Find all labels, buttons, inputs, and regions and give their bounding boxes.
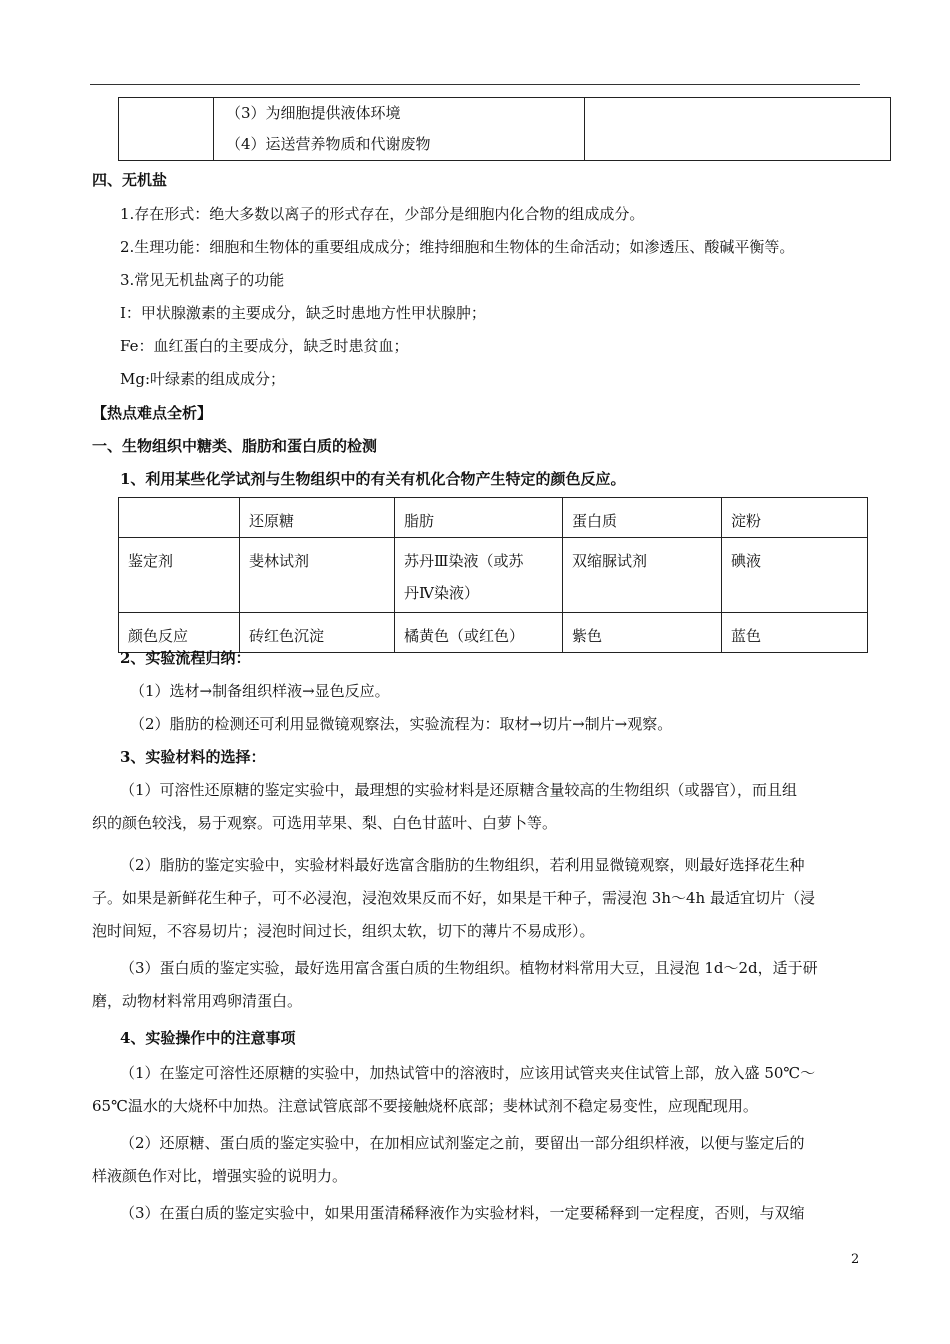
paragraph: 织的颜色较浅，易于观察。可选用苹果、梨、白色甘蓝叶、白萝卜等。 <box>92 814 558 832</box>
table-cell: 橘黄色（或红色） <box>395 613 563 653</box>
paragraph: （1）选材→制备组织样液→显色反应。 <box>130 682 390 700</box>
table-row <box>119 498 868 538</box>
page-number: 2 <box>851 1252 860 1267</box>
table-cell: 斐林试剂 <box>240 538 395 613</box>
subheading: 3、实验材料的选择： <box>120 748 266 766</box>
top-table-empty-cell <box>119 98 214 161</box>
table-line: （3）为细胞提供液体环境 <box>226 104 401 122</box>
table-header-cell <box>119 498 240 538</box>
subheading: 1、利用某些化学试剂与生物组织中的有关有机化合物产生特定的颜色反应。 <box>120 470 626 488</box>
cell-line: 丹Ⅳ染液） <box>404 584 479 602</box>
paragraph: （3）在蛋白质的鉴定实验中，如果用蛋清稀释液作为实验材料，一定要稀释到一定程度，否则，与双缩 <box>120 1204 805 1222</box>
section-heading: 一、生物组织中糖类、脂肪和蛋白质的检测 <box>92 437 378 455</box>
paragraph: （1）在鉴定可溶性还原糖的实验中，加热试管中的溶液时，应该用试管夹夹住试管上部，放入盛 50℃～ <box>120 1064 816 1082</box>
paragraph: 样液颜色作对比，增强实验的说明力。 <box>92 1167 348 1185</box>
top-table-empty-cell <box>585 98 891 161</box>
table-cell <box>395 538 563 613</box>
top-table-content-cell <box>214 98 585 161</box>
section-heading: 【热点难点全析】 <box>92 404 213 422</box>
subheading: 4、实验操作中的注意事项 <box>120 1029 296 1047</box>
table-line: （4）运送营养物质和代谢废物 <box>226 135 431 153</box>
paragraph: （2）还原糖、蛋白质的鉴定实验中，在加相应试剂鉴定之前，要留出一部分组织样液，以便与鉴定后的 <box>120 1134 805 1152</box>
cell-line: 苏丹Ⅲ染液（或苏 <box>404 552 524 570</box>
subheading: 2、实验流程归纳： <box>120 649 251 667</box>
paragraph: 2.生理功能：细胞和生物体的重要组成成分；维持细胞和生物体的生命活动；如渗透压、酸碱平衡等。 <box>120 238 795 256</box>
reagent-table <box>118 497 868 653</box>
paragraph: （2）脂肪的鉴定实验中，实验材料最好选富含脂肪的生物组织，若利用显微镜观察，则最好选择花生种 <box>120 856 805 874</box>
paragraph: 3.常见无机盐离子的功能 <box>120 271 285 289</box>
table-row <box>119 538 868 613</box>
table-row <box>119 613 868 653</box>
table-cell: 砖红色沉淀 <box>240 613 395 653</box>
table-cell: 紫色 <box>563 613 722 653</box>
paragraph: Fe：血红蛋白的主要成分，缺乏时患贫血； <box>120 337 409 355</box>
header-rule <box>90 84 860 85</box>
paragraph: Mg:叶绿素的组成成分； <box>120 370 286 388</box>
paragraph: 65℃温水的大烧杯中加热。注意试管底部不要接触烧杯底部；斐林试剂不稳定易变性，应现配现用。 <box>92 1097 758 1115</box>
table-cell: 鉴定剂 <box>119 538 240 613</box>
paragraph: 磨，动物材料常用鸡卵清蛋白。 <box>92 992 303 1010</box>
table-header-cell: 淀粉 <box>722 498 868 538</box>
paragraph: 子。如果是新鲜花生种子，可不必浸泡，浸泡效果反而不好，如果是干种子，需浸泡 3h～4h 最适宜切片（浸 <box>92 889 815 907</box>
table-header-cell: 还原糖 <box>240 498 395 538</box>
table-header-cell: 蛋白质 <box>563 498 722 538</box>
paragraph: 泡时间短，不容易切片；浸泡时间过长，组织太软，切下的薄片不易成形）。 <box>92 922 595 940</box>
paragraph: I：甲状腺激素的主要成分，缺乏时患地方性甲状腺肿； <box>120 304 486 322</box>
section-heading: 四、无机盐 <box>92 171 168 189</box>
table-cell: 蓝色 <box>722 613 868 653</box>
paragraph: （1）可溶性还原糖的鉴定实验中，最理想的实验材料是还原糖含量较高的生物组织（或器官），而且组 <box>120 781 798 799</box>
paragraph: （3）蛋白质的鉴定实验，最好选用富含蛋白质的生物组织。植物材料常用大豆，且浸泡 1d～2d，适于研 <box>120 959 818 977</box>
table-cell: 双缩脲试剂 <box>563 538 722 613</box>
table-cell: 颜色反应 <box>119 613 240 653</box>
paragraph: （2）脂肪的检测还可利用显微镜观察法，实验流程为：取材→切片→制片→观察。 <box>130 715 673 733</box>
table-header-cell: 脂肪 <box>395 498 563 538</box>
table-cell: 碘液 <box>722 538 868 613</box>
top-table <box>118 97 891 161</box>
paragraph: 1.存在形式：绝大多数以离子的形式存在，少部分是细胞内化合物的组成成分。 <box>120 205 645 223</box>
